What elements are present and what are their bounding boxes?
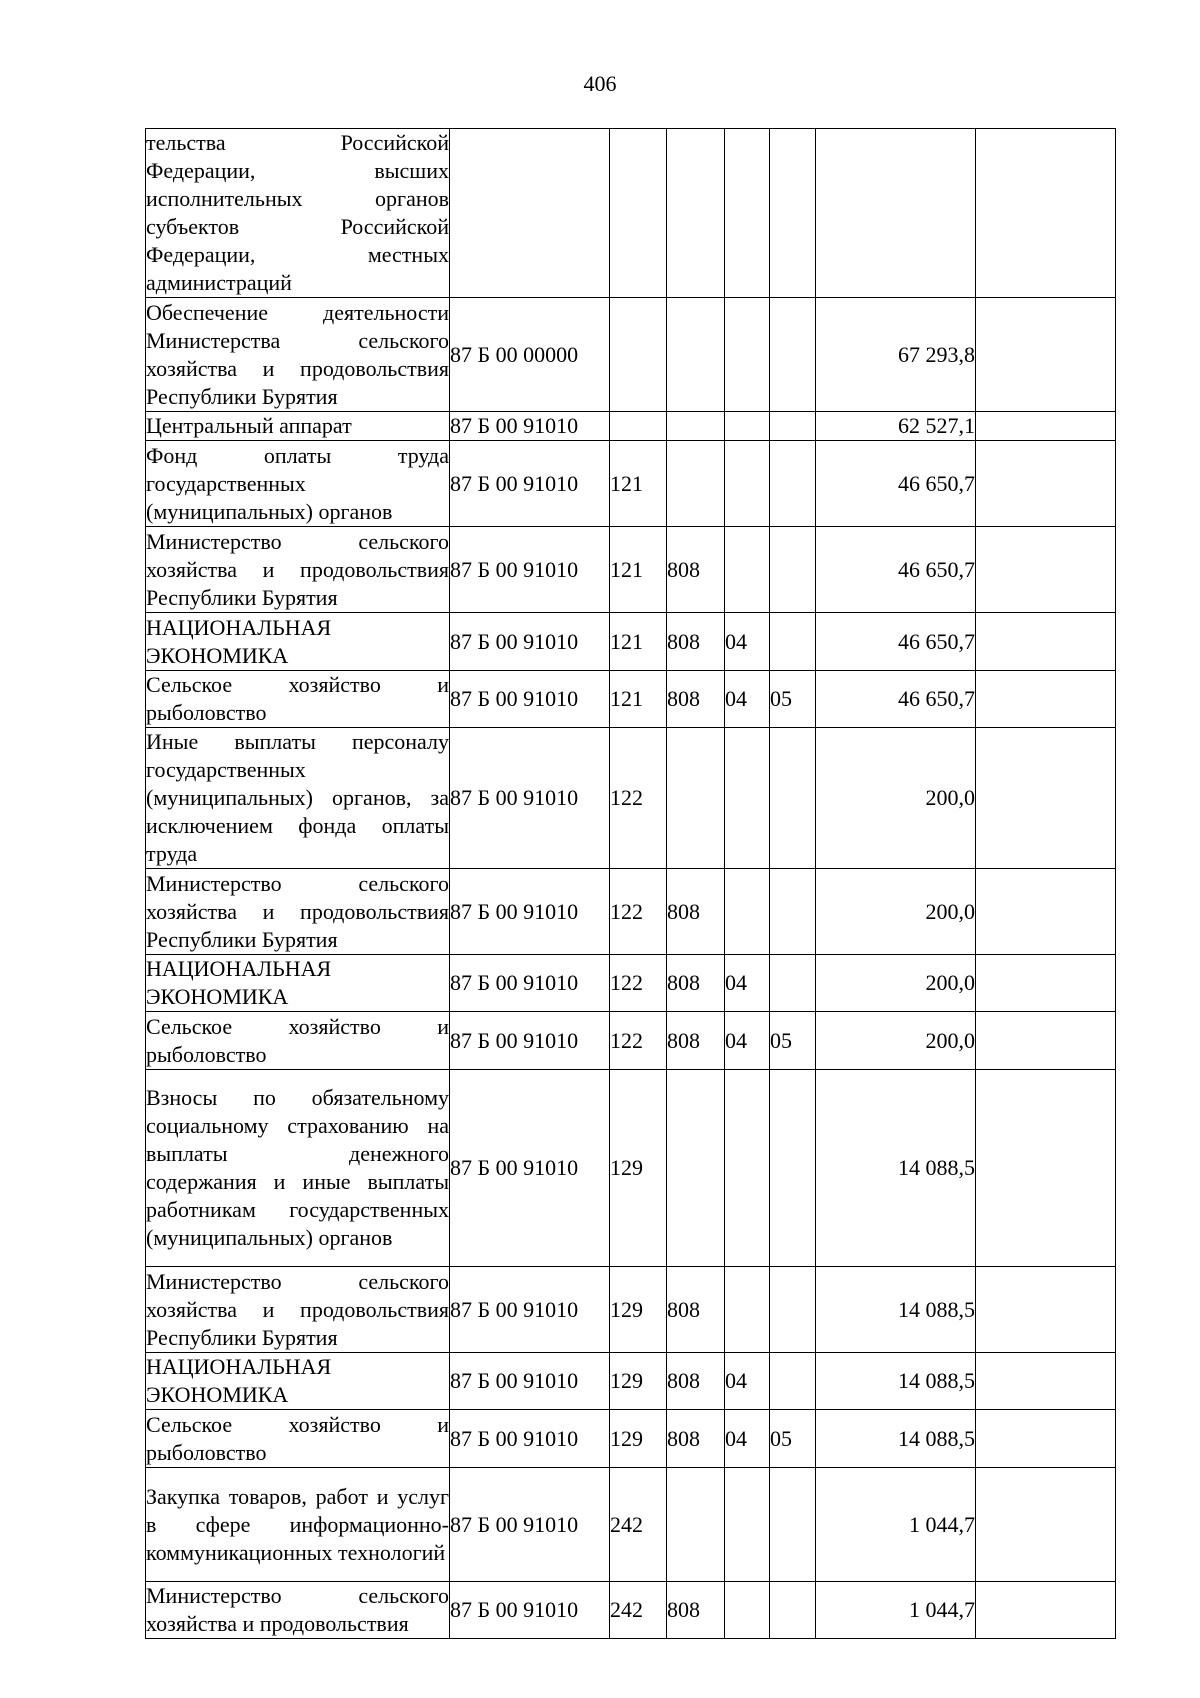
row-code-cell: 87 Б 00 91010 <box>450 412 610 441</box>
row-vr-cell: 121 <box>610 613 667 671</box>
row-grbs-cell: 808 <box>667 869 725 955</box>
table-row <box>146 613 1116 671</box>
row-code-cell: 87 Б 00 91010 <box>450 613 610 671</box>
row-code-cell: 87 Б 00 91010 <box>450 1070 610 1267</box>
row-rz-cell <box>725 129 770 298</box>
row-name-cell: Сельское хозяйство и рыболовство <box>146 671 450 728</box>
row-rz-cell: 04 <box>725 1353 770 1410</box>
row-vr-cell: 129 <box>610 1353 667 1410</box>
row-rz-cell: 04 <box>725 613 770 671</box>
row-name-cell: НАЦИОНАЛЬНАЯ ЭКОНОМИКА <box>146 955 450 1012</box>
row-name-cell: Министерство сельского хозяйства и продовольствия <box>146 1582 450 1639</box>
row-rz-cell: 04 <box>725 1012 770 1070</box>
row-amount-cell: 200,0 <box>816 1012 976 1070</box>
budget-table <box>145 128 1116 1639</box>
row-pr-cell <box>770 298 816 412</box>
row-grbs-cell: 808 <box>667 671 725 728</box>
row-rz-cell <box>725 298 770 412</box>
row-name-cell: Взносы по обязательному социальному страхованию на выплаты денежного содержания и иные выплаты работникам государственных (муниципальных) органов <box>146 1070 450 1267</box>
row-rz-cell <box>725 412 770 441</box>
row-amount-cell: 14 088,5 <box>816 1267 976 1353</box>
row-pr-cell <box>770 1582 816 1639</box>
row-amount-cell: 200,0 <box>816 869 976 955</box>
row-vr-cell: 129 <box>610 1267 667 1353</box>
row-pr-cell <box>770 1468 816 1582</box>
row-vr-cell: 122 <box>610 1012 667 1070</box>
row-pr-cell <box>770 129 816 298</box>
row-code-cell: 87 Б 00 91010 <box>450 1267 610 1353</box>
row-code-cell: 87 Б 00 91010 <box>450 671 610 728</box>
row-vr-cell: 122 <box>610 869 667 955</box>
row-pr-cell: 05 <box>770 1410 816 1468</box>
row-code-cell: 87 Б 00 91010 <box>450 955 610 1012</box>
row-extra-cell <box>976 1468 1116 1582</box>
row-code-cell: 87 Б 00 91010 <box>450 1012 610 1070</box>
row-extra-cell <box>976 1410 1116 1468</box>
row-grbs-cell <box>667 728 725 869</box>
row-code-cell: 87 Б 00 91010 <box>450 441 610 527</box>
row-extra-cell <box>976 1353 1116 1410</box>
row-pr-cell <box>770 613 816 671</box>
row-rz-cell: 04 <box>725 1410 770 1468</box>
row-pr-cell <box>770 412 816 441</box>
row-rz-cell <box>725 1582 770 1639</box>
table-row <box>146 1582 1116 1639</box>
row-grbs-cell <box>667 412 725 441</box>
row-vr-cell: 242 <box>610 1468 667 1582</box>
table-row <box>146 129 1116 298</box>
row-grbs-cell <box>667 441 725 527</box>
row-rz-cell <box>725 1267 770 1353</box>
table-row <box>146 955 1116 1012</box>
row-amount-cell: 62 527,1 <box>816 412 976 441</box>
row-pr-cell <box>770 527 816 613</box>
row-vr-cell: 129 <box>610 1070 667 1267</box>
row-extra-cell <box>976 671 1116 728</box>
row-amount-cell: 14 088,5 <box>816 1070 976 1267</box>
row-pr-cell <box>770 955 816 1012</box>
row-extra-cell <box>976 129 1116 298</box>
row-amount-cell: 46 650,7 <box>816 671 976 728</box>
row-code-cell: 87 Б 00 91010 <box>450 527 610 613</box>
row-rz-cell <box>725 1070 770 1267</box>
row-amount-cell: 200,0 <box>816 955 976 1012</box>
row-grbs-cell <box>667 298 725 412</box>
row-pr-cell: 05 <box>770 1012 816 1070</box>
row-amount-cell: 67 293,8 <box>816 298 976 412</box>
row-pr-cell <box>770 869 816 955</box>
row-name-cell: Фонд оплаты труда государственных (муниципальных) органов <box>146 441 450 527</box>
row-amount-cell: 14 088,5 <box>816 1410 976 1468</box>
row-code-cell: 87 Б 00 91010 <box>450 1582 610 1639</box>
row-grbs-cell <box>667 129 725 298</box>
row-grbs-cell: 808 <box>667 1353 725 1410</box>
row-extra-cell <box>976 1267 1116 1353</box>
row-pr-cell <box>770 1070 816 1267</box>
row-pr-cell <box>770 728 816 869</box>
row-amount-cell: 1 044,7 <box>816 1468 976 1582</box>
row-grbs-cell: 808 <box>667 1012 725 1070</box>
row-vr-cell <box>610 129 667 298</box>
row-code-cell: 87 Б 00 91010 <box>450 728 610 869</box>
row-name-cell: НАЦИОНАЛЬНАЯ ЭКОНОМИКА <box>146 1353 450 1410</box>
row-code-cell <box>450 129 610 298</box>
row-rz-cell <box>725 869 770 955</box>
row-code-cell: 87 Б 00 91010 <box>450 1353 610 1410</box>
row-grbs-cell: 808 <box>667 955 725 1012</box>
row-amount-cell: 46 650,7 <box>816 613 976 671</box>
row-name-cell: Сельское хозяйство и рыболовство <box>146 1012 450 1070</box>
table-row <box>146 412 1116 441</box>
table-row <box>146 527 1116 613</box>
row-vr-cell: 121 <box>610 527 667 613</box>
row-rz-cell <box>725 441 770 527</box>
row-vr-cell: 121 <box>610 441 667 527</box>
row-rz-cell <box>725 1468 770 1582</box>
table-row <box>146 1070 1116 1267</box>
row-extra-cell <box>976 1070 1116 1267</box>
row-grbs-cell: 808 <box>667 1410 725 1468</box>
row-extra-cell <box>976 441 1116 527</box>
row-extra-cell <box>976 298 1116 412</box>
row-vr-cell <box>610 298 667 412</box>
row-extra-cell <box>976 1582 1116 1639</box>
row-extra-cell <box>976 613 1116 671</box>
table-row <box>146 1267 1116 1353</box>
row-grbs-cell: 808 <box>667 613 725 671</box>
row-name-cell: Центральный аппарат <box>146 412 450 441</box>
row-name-cell: Министерство сельского хозяйства и продовольствия Республики Бурятия <box>146 527 450 613</box>
row-code-cell: 87 Б 00 91010 <box>450 869 610 955</box>
row-name-cell: Закупка товаров, работ и услуг в сфере информационно-коммуникационных технологий <box>146 1468 450 1582</box>
row-extra-cell <box>976 955 1116 1012</box>
row-vr-cell: 242 <box>610 1582 667 1639</box>
row-vr-cell: 122 <box>610 728 667 869</box>
page-number: 406 <box>583 71 617 96</box>
row-pr-cell <box>770 1353 816 1410</box>
row-grbs-cell: 808 <box>667 1267 725 1353</box>
row-code-cell: 87 Б 00 00000 <box>450 298 610 412</box>
row-rz-cell <box>725 728 770 869</box>
table-row <box>146 1410 1116 1468</box>
row-pr-cell <box>770 441 816 527</box>
table-row <box>146 1468 1116 1582</box>
row-amount-cell <box>816 129 976 298</box>
row-grbs-cell <box>667 1070 725 1267</box>
row-name-cell: Министерство сельского хозяйства и продовольствия Республики Бурятия <box>146 869 450 955</box>
row-grbs-cell: 808 <box>667 1582 725 1639</box>
row-grbs-cell: 808 <box>667 527 725 613</box>
row-name-cell: Иные выплаты персоналу государственных (муниципальных) органов, за исключением фонда оплаты труда <box>146 728 450 869</box>
row-amount-cell: 14 088,5 <box>816 1353 976 1410</box>
budget-table-body <box>146 129 1116 1639</box>
row-amount-cell: 46 650,7 <box>816 441 976 527</box>
table-row <box>146 1012 1116 1070</box>
row-rz-cell: 04 <box>725 671 770 728</box>
row-name-cell: Обеспечение деятельности Министерства сельского хозяйства и продовольствия Республики Бурятия <box>146 298 450 412</box>
row-extra-cell <box>976 1012 1116 1070</box>
row-code-cell: 87 Б 00 91010 <box>450 1468 610 1582</box>
table-row <box>146 1353 1116 1410</box>
row-name-cell: Министерство сельского хозяйства и продовольствия Республики Бурятия <box>146 1267 450 1353</box>
row-extra-cell <box>976 527 1116 613</box>
row-extra-cell <box>976 728 1116 869</box>
row-vr-cell <box>610 412 667 441</box>
row-vr-cell: 129 <box>610 1410 667 1468</box>
row-pr-cell <box>770 1267 816 1353</box>
row-amount-cell: 200,0 <box>816 728 976 869</box>
table-row <box>146 298 1116 412</box>
row-extra-cell <box>976 412 1116 441</box>
row-pr-cell: 05 <box>770 671 816 728</box>
row-name-cell: тельства Российской Федерации, высших исполнительных органов субъектов Российской Федерации, местных администраций <box>146 129 450 298</box>
row-vr-cell: 122 <box>610 955 667 1012</box>
row-amount-cell: 46 650,7 <box>816 527 976 613</box>
row-rz-cell <box>725 527 770 613</box>
row-name-cell: Сельское хозяйство и рыболовство <box>146 1410 450 1468</box>
table-row <box>146 671 1116 728</box>
row-code-cell: 87 Б 00 91010 <box>450 1410 610 1468</box>
row-amount-cell: 1 044,7 <box>816 1582 976 1639</box>
row-grbs-cell <box>667 1468 725 1582</box>
row-rz-cell: 04 <box>725 955 770 1012</box>
row-vr-cell: 121 <box>610 671 667 728</box>
table-row <box>146 869 1116 955</box>
table-row <box>146 441 1116 527</box>
row-extra-cell <box>976 869 1116 955</box>
table-row <box>146 728 1116 869</box>
row-name-cell: НАЦИОНАЛЬНАЯ ЭКОНОМИКА <box>146 613 450 671</box>
